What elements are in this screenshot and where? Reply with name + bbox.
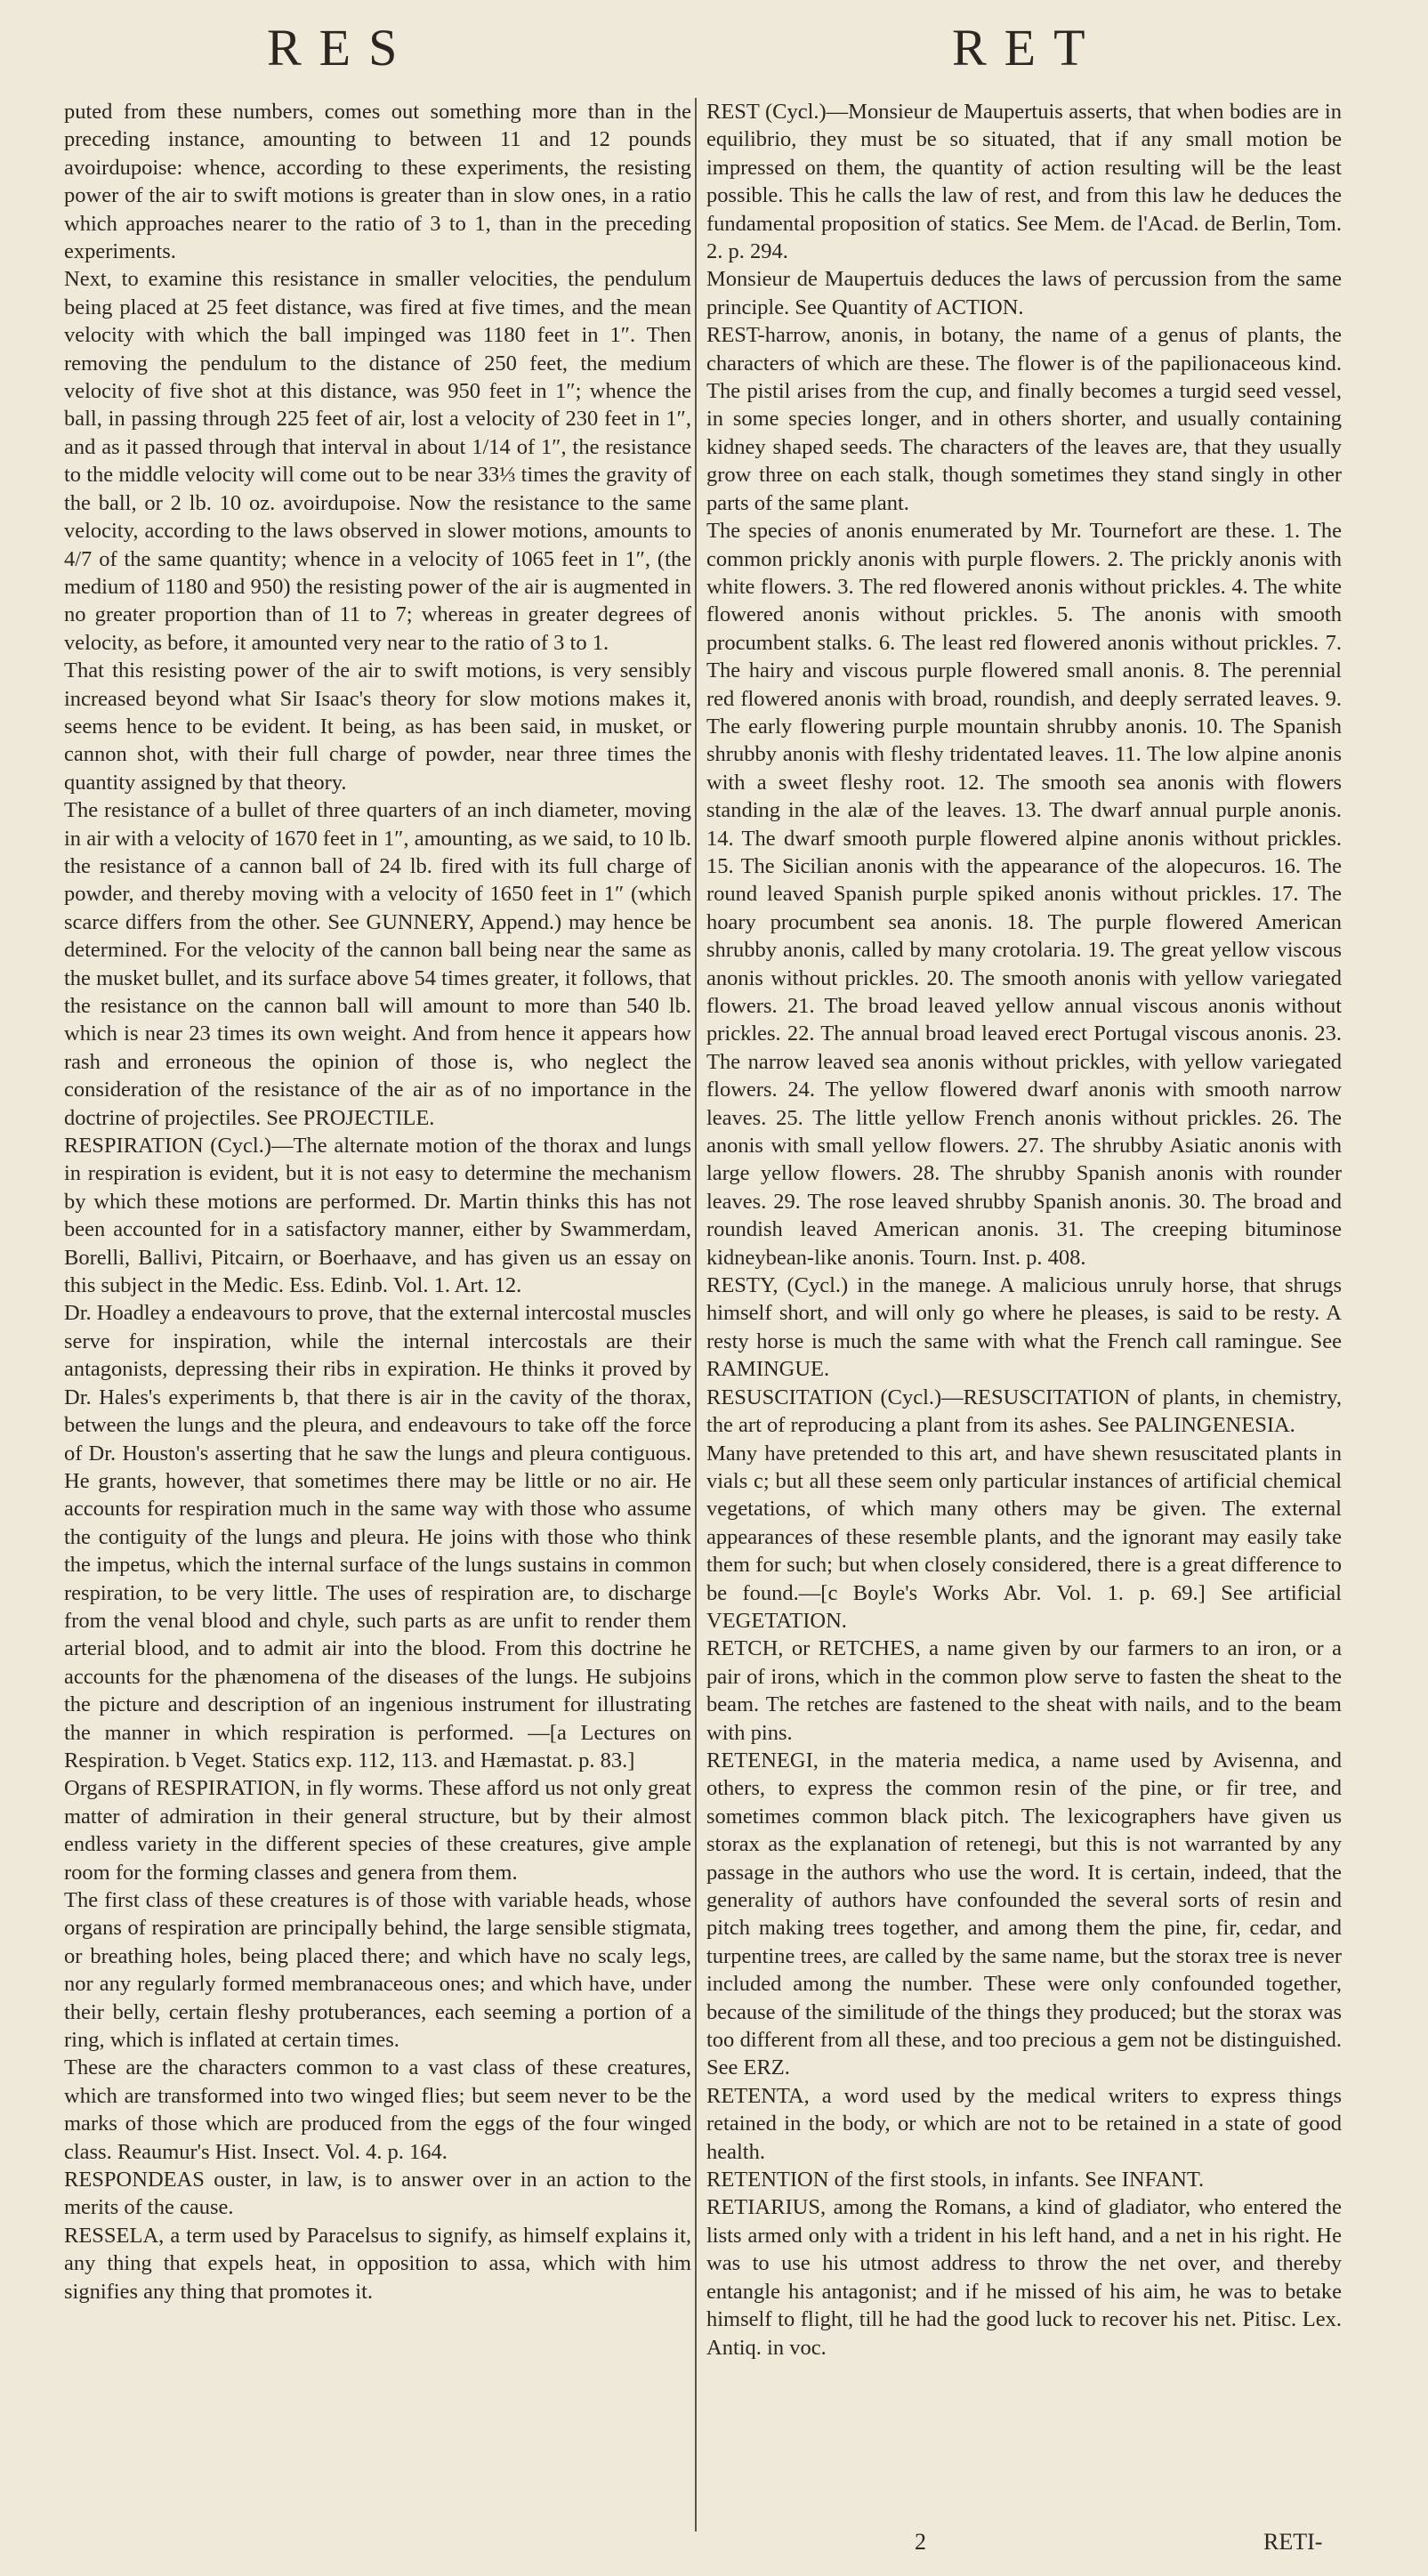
entry-resuscitation: RESUSCITATION (Cycl.)—RESUSCITATION of plants, in chemistry, the art of reproducing a plant from its ashes. See PALINGENESIA. <box>706 1385 1342 1438</box>
entry-retention: RETENTION of the first stools, in infants. See INFANT. <box>706 2168 1205 2192</box>
paragraph: Monsieur de Maupertuis deduces the laws of percussion from the same principle. See Quantity of ACTION. <box>706 267 1342 319</box>
entry-respiration: RESPIRATION (Cycl.)—The alternate motion of the thorax and lungs in respiration is evident, but it is not easy to determine the mechanism by which these motions are performed. Dr. Martin thinks this has not been accounted for in a satisfactory manner, either by Swammerdam, Borelli, Ballivi, Pitcairn, or Boerhaave, and has given us an essay on this subject in the Medic. Ess. Edinb. Vol. 1. Art. 12. <box>64 1134 691 1298</box>
running-head-left: RES <box>267 19 415 77</box>
paragraph: The first class of these creatures is of those with variable heads, whose organs of respiration are principally behind, the large sensible stigmata, or breathing holes, being placed there; and which have no scaly legs, nor any regularly formed membranaceous ones; and which have, under their belly, certain fleshy protuberances, each seeming a portion of a ring, which is inflated at certain times. <box>64 1888 691 2053</box>
paragraph: These are the characters common to a vast class of these creatures, which are transformed into two winged flies; but seem never to be the marks of those which are produced from the eggs of the four winged class. Reaumur's Hist. Insect. Vol. 4. p. 164. <box>64 2055 691 2164</box>
entry-ressela: RESSELA, a term used by Paracelsus to signify, as himself explains it, any thing that expels heat, in opposition to assa, which with him signifies any thing that promotes it. <box>64 2223 691 2304</box>
entry-retenta: RETENTA, a word used by the medical writers to express things retained in the body, or which are not to be retained in a state of good health. <box>706 2083 1342 2164</box>
paragraph: That this resisting power of the air to swift motions, is very sensibly increased beyond what Sir Isaac's theory for slow motions makes it, seems hence to be evident. It being, as has been said, in musket, or cannon shot, with their full charge of powder, near three times the quantity assigned by that theory. <box>64 658 691 795</box>
entry-organs-of-respiration: Organs of RESPIRATION, in fly worms. These afford us not only great matter of admiration in their general structure, but by their almost endless variety in the different species of these creatures, give ample room for the forming classes and genera from them. <box>64 1776 691 1885</box>
paragraph: Next, to examine this resistance in smaller velocities, the pendulum being placed at 25 feet distance, was fired at five times, and the mean velocity with which the ball impinged was 1180 feet in 1″. Then removing the pendulum to the distance of 250 feet, the medium velocity of five shot at this distance, was 950 feet in 1″; whence the ball, in passing through 225 feet of air, lost a velocity of 230 feet in 1″, and as it passed through that interval in about 1/14 of 1″, the resistance to the middle velocity will come out to be near 33⅓ times the gravity of the ball, or 2 lb. 10 oz. avoirdupoise. Now the resistance to the same velocity, according to the laws observed in slower motions, amounts to 4/7 of the same quantity; whence in a velocity of 1065 feet in 1″, (the medium of 1180 and 950) the resisting power of the air is augmented in no greater proportion than of 11 to 7; whereas in greater degrees of velocity, as before, it amounted very near to the ratio of 3 to 1. <box>64 267 691 655</box>
left-column <box>64 98 691 2305</box>
catchword: RETI- <box>1263 2529 1323 2555</box>
entry-retiarius: RETIARIUS, among the Romans, a kind of gladiator, who entered the lists armed only with a trident in his left hand, and a net in his right. He was to use his utmost address to throw the net over, and thereby entangle his antagonist; and if he missed of his aim, he was to betake himself to flight, till he had the good luck to recover his net. Pitisc. Lex. Antiq. in voc. <box>706 2195 1342 2360</box>
paragraph: The species of anonis enumerated by Mr. Tournefort are these. 1. The common prickly anonis with purple flowers. 2. The prickly anonis with white flowers. 3. The red flowered anonis without prickles. 4. The white flowered anonis without prickles. 5. The anonis with smooth procumbent stalks. 6. The least red flowered anonis without prickles. 7. The hairy and viscous purple flowered small anonis. 8. The perennial red flowered anonis with broad, roundish, and deeply serrated leaves. 9. The early flowering purple mountain shrubby anonis. 10. The Spanish shrubby anonis with fleshy tridentated leaves. 11. The low alpine anonis with a sweet fleshy root. 12. The smooth sea anonis with flowers standing in the alæ of the leaves. 13. The dwarf annual purple anonis. 14. The dwarf smooth purple flowered alpine anonis without prickles. 15. The Sicilian anonis with the appearance of the alopecuros. 16. The round leaved Spanish purple spiked anonis without prickles. 17. The hoary procumbent sea anonis. 18. The purple flowered American shrubby anonis, called by many crotolaria. 19. The great yellow viscous anonis without prickles. 20. The smooth anonis with yellow variegated flowers. 21. The broad leaved yellow annual viscous anonis without prickles. 22. The annual broad leaved erect Portugal viscous anonis. 23. The narrow leaved sea anonis without prickles, with yellow variegated flowers. 24. The yellow flowered dwarf anonis with smooth narrow leaves. 25. The little yellow French anonis without prickles. 26. The anonis with small yellow flowers. 27. The shrubby Asiatic anonis with large yellow flowers. 28. The shrubby Spanish anonis with rounder leaves. 29. The rose leaved shrubby Spanish anonis. 30. The broad and roundish leaved American anonis. 31. The creeping bituminose kidneybean-like anonis. Tourn. Inst. p. 408. <box>706 519 1342 1270</box>
paragraph: The resistance of a bullet of three quarters of an inch diameter, moving in air with a velocity of 1670 feet in 1″, amounting, as we said, to 10 lb. the resistance of a cannon ball of 24 lb. fired with its full charge of powder, and thereby moving with a velocity of 1650 feet in 1″ (which scarce differs from the other. See GUNNERY, Append.) may hence be determined. For the velocity of the cannon ball being near the same as the musket bullet, and its surface above 54 times greater, it follows, that the resistance on the cannon ball will amount to more than 540 lb. which is near 23 times its own weight. And from hence it appears how rash and erroneous the opinion of those is, who neglect the consideration of the resistance of the air as of no importance in the doctrine of projectiles. See PROJECTILE. <box>64 798 691 1130</box>
signature-mark: 2 <box>915 2529 926 2555</box>
running-head-right: RET <box>952 19 1103 77</box>
paragraph: Dr. Hoadley a endeavours to prove, that the external intercostal muscles serve for inspiration, while the internal intercostals are their antagonists, depressing their ribs in expiration. He thinks it proved by Dr. Hales's experiments b, that there is air in the cavity of the thorax, between the lungs and the pleura, and endeavours to take off the force of Dr. Houston's asserting that he saw the lungs and pleura contiguous. He grants, however, that sometimes there may be little or no air. He accounts for respiration much in the same way with those who assume the contiguity of the lungs and pleura. He joins with those who think the impetus, which the internal surface of the lungs sustains in common respiration, to be very little. The uses of respiration are, to discharge from the venal blood and chyle, such parts as are unfit to render them arterial blood, and to admit air into the blood. From this doctrine he accounts for the phænomena of the diseases of the lungs. He subjoins the picture and description of an ingenious instrument for illustrating the manner in which respiration is performed. —[a Lectures on Respiration. b Veget. Statics exp. 112, 113. and Hæmastat. p. 83.] <box>64 1301 691 1773</box>
entry-rest: REST (Cycl.)—Monsieur de Maupertuis asserts, that when bodies are in equilibrio, they must be so situated, that if any small motion be impressed on them, the quantity of action resulting will be the least possible. This he calls the law of rest, and from this law he deduces the fundamental proposition of statics. See Mem. de l'Acad. de Berlin, Tom. 2. p. 294. <box>706 100 1342 264</box>
entry-respondeas: RESPONDEAS ouster, in law, is to answer over in an action to the merits of the cause. <box>64 2168 691 2220</box>
column-rule <box>695 98 697 2532</box>
paragraph: Many have pretended to this art, and have shewn resuscitated plants in vials c; but all these seem only particular instances of artificial chemical vegetations, of which many others may be given. The external appearances of these resemble plants, and the ignorant may easily take them for such; but when closely considered, there is a great difference to be found.—[c Boyle's Works Abr. Vol. 1. p. 69.] See artificial VEGETATION. <box>706 1441 1342 1633</box>
paragraph: puted from these numbers, comes out something more than in the preceding instance, amounting to between 11 and 12 pounds avoirdupoise: whence, according to these experiments, the resisting power of the air to swift motions is greater than in slow ones, in a ratio which approaches nearer to the ratio of 3 to 1, than in the preceding experiments. <box>64 100 691 264</box>
entry-rest-harrow: REST-harrow, anonis, in botany, the name of a genus of plants, the characters of which are these. The flower is of the papilionaceous kind. The pistil arises from the cup, and finally becomes a turgid seed vessel, in some species longer, and in others shorter, and usually containing kidney shaped seeds. The characters of the leaves are, that they usually grow three on each stalk, though sometimes they stand singly in other parts of the same plant. <box>706 323 1342 515</box>
entry-retenegi: RETENEGI, in the materia medica, a name used by Avisenna, and others, to express the common resin of the pine, or fir tree, and sometimes common black pitch. The lexicographers have given us storax as the explanation of retenegi, but this is not warranted by any passage in the authors who use the word. It is certain, indeed, that the generality of authors have confounded the several sorts of resin and pitch making trees together, and among them the pine, fir, cedar, and turpentine trees, are called by the same name, but the storax tree is never included among the number. These were only confounded together, because of the similitude of the things they produced; but the storax was too different from all these, and too precious a gem not be distinguished. See ERZ. <box>706 1748 1342 2080</box>
right-column <box>706 98 1342 2362</box>
entry-resty: RESTY, (Cycl.) in the manege. A malicious unruly horse, that shrugs himself short, and will only go where he pleases, is said to be resty. A resty horse is much the same with what the French call ramingue. See RAMINGUE. <box>706 1273 1342 1382</box>
entry-retch: RETCH, or RETCHES, a name given by our farmers to an iron, or a pair of irons, which in the common plow serve to fasten the sheat to the beam. The retches are fastened to the sheat with nails, and to the beam with pins. <box>706 1636 1342 1745</box>
